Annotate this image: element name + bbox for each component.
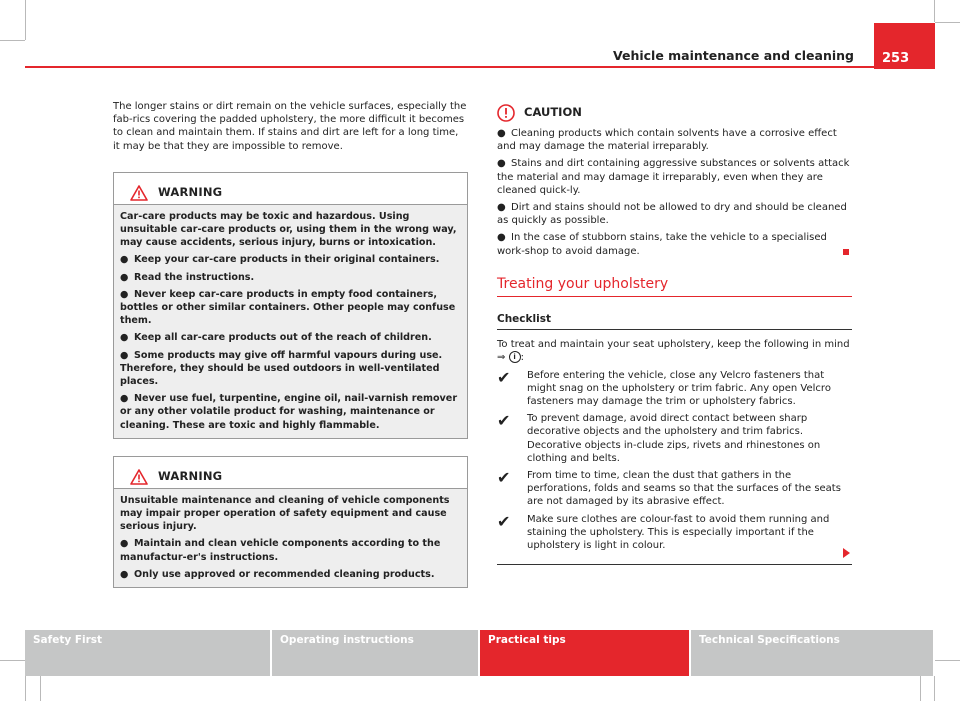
checkmark-icon: ✔ (497, 468, 511, 488)
caution-bullet: ● Stains and dirt containing aggressive substances or solvents attack the material and may damage it irreparably, even when they are cleaned quick-ly. (497, 158, 850, 196)
checklist-title: Checklist (497, 313, 852, 330)
crop-mark (0, 40, 25, 41)
crop-mark (934, 0, 935, 22)
warning-bullet: ● Read the instructions. (120, 271, 255, 283)
checklist-item: ✔ From time to time, clean the dust that gathers in the perforations, folds and seams so that the surfaces of the seats are not damaged by its abrasive effect. (497, 468, 841, 508)
warning-body (114, 205, 467, 438)
crop-mark (935, 22, 960, 23)
continuation-row (497, 552, 852, 565)
caution-exclamation-icon (497, 104, 515, 122)
footer-nav (25, 630, 935, 676)
warning-bullet: ● Keep your car-care products in their original containers. (120, 254, 440, 266)
warning-header (114, 173, 467, 205)
warning-bullet: ● Never keep car-care products in empty food containers, bottles or other similar containers. Other people may confuse them. (120, 288, 456, 327)
caution-bullet: ● In the case of stubborn stains, take the vehicle to a specialised work-shop to avoid damage. (497, 231, 852, 257)
section-title: Treating your upholstery (497, 278, 852, 297)
warning-triangle-icon (130, 185, 148, 201)
checkmark-icon: ✔ (497, 367, 511, 387)
section-end-mark (843, 249, 849, 255)
warning-label: WARNING (158, 185, 223, 200)
warning-bullet: ● Maintain and clean vehicle components according to the manufactur-er's instructions. (120, 538, 441, 563)
right-column (497, 103, 852, 565)
info-reference-icon[interactable]: i (509, 351, 521, 363)
warning-bullet: ● Only use approved or recommended cleaning products. (120, 568, 435, 580)
warning-text: Car-care products may be toxic and hazardous. Using unsuitable car-care products or, using them in the wrong way, may cause accidents, serious injury, burns or intoxication. (120, 210, 457, 249)
warning-triangle-icon (130, 469, 148, 485)
crop-mark (25, 0, 26, 40)
crop-mark (920, 676, 921, 701)
caution-bullet: ● Cleaning products which contain solvents have a corrosive effect and may damage the material irreparably. (497, 128, 837, 153)
tab-practical-tips[interactable]: Practical tips (480, 630, 689, 676)
header-rule (25, 66, 874, 68)
page-header-title: Vehicle maintenance and cleaning (612, 48, 854, 63)
crop-mark (25, 676, 26, 701)
checklist-intro: To treat and maintain your seat upholstery, keep the following in mind ⇒ i : (497, 339, 850, 364)
checkmark-icon: ✔ (497, 411, 511, 431)
caution-label: CAUTION (524, 105, 582, 120)
crop-mark (40, 676, 41, 701)
intro-paragraph: The longer stains or dirt remain on the vehicle surfaces, especially the fab-rics covering the padded upholstery, the more difficult it becomes to clean and maintain them. If stains and dirt are left for a long time, it may be that they are impossible to remove. (113, 101, 467, 152)
checklist-item: ✔ Make sure clothes are colour-fast to avoid them running and staining the upholstery. This is especially important if the upholstery is light in colour. (497, 511, 830, 552)
checkmark-icon: ✔ (497, 511, 511, 531)
caution-body (497, 127, 852, 258)
continue-arrow-icon (843, 548, 850, 558)
warning-body (114, 489, 467, 587)
caution-bullet: ● Dirt and stains should not be allowed to dry and should be cleaned as quickly as possible. (497, 202, 847, 227)
warning-box-1 (113, 172, 468, 439)
warning-bullet: ● Keep all car-care products out of the reach of children. (120, 332, 432, 344)
crop-mark (934, 676, 935, 701)
checklist-item: ✔ Before entering the vehicle, close any Velcro fasteners that might snag on the upholstery or trim fabric. Any open Velcro fasteners may damage the trim or upholstery fabrics. (497, 367, 831, 408)
warning-bullet: ● Never use fuel, turpentine, engine oil, nail-varnish remover or any other volatile product for washing, maintenance or cleaning. These are toxic and highly flammable. (120, 393, 458, 431)
checklist-item: ✔ To prevent damage, avoid direct contact between sharp decorative objects and the upholstery and trim fabrics. Decorative objects in-clude zips, rivets and rhinestones on clothing and belts. (497, 411, 821, 464)
crop-mark (0, 660, 25, 661)
page-number-box (874, 23, 935, 69)
page-number: 253 (882, 51, 910, 66)
crop-mark (935, 660, 960, 661)
tab-safety-first[interactable]: Safety First (25, 630, 270, 676)
caution-header (497, 103, 852, 123)
warning-header (114, 457, 467, 489)
left-column (113, 100, 468, 588)
warning-text: Unsuitable maintenance and cleaning of vehicle components may impair proper operation of safety equipment and cause serious injury. (120, 494, 450, 533)
warning-box-2 (113, 456, 468, 588)
tab-technical-specifications[interactable]: Technical Specifications (691, 630, 933, 676)
warning-label: WARNING (158, 469, 223, 484)
tab-operating-instructions[interactable]: Operating instructions (272, 630, 478, 676)
warning-bullet: ● Some products may give off harmful vapours during use. Therefore, they should be used outdoors in well-ventilated places. (120, 349, 443, 388)
